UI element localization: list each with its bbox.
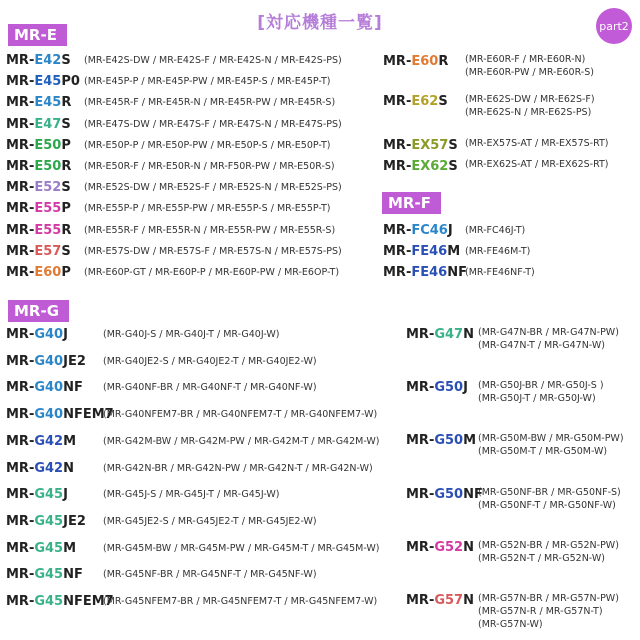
model-prefix: MR-	[6, 433, 35, 449]
model-prefix: MR-	[383, 223, 412, 238]
model-series: E52	[34, 180, 62, 196]
model-name	[6, 594, 114, 610]
model-prefix: MR-	[6, 180, 35, 196]
model-name	[383, 244, 460, 260]
model-variants: (MR-G45M-BW / MR-G45M-PW / MR-G45M-T / MR-G45M-W)	[103, 542, 380, 554]
part-badge: part2	[596, 8, 632, 44]
model-suffix: N	[63, 460, 74, 476]
model-name	[6, 159, 71, 175]
model-name	[406, 540, 474, 556]
model-suffix: NF	[63, 380, 83, 396]
model-prefix: MR-	[6, 74, 35, 90]
model-name	[6, 244, 71, 260]
section-label-mr-f: MR-F	[382, 192, 441, 214]
model-suffix: J	[63, 327, 68, 342]
model-variants: (MR-FE46NF-T)	[465, 267, 535, 278]
model-series: G42	[34, 460, 64, 476]
model-variants: (MR-FE46M-T)	[465, 246, 531, 257]
model-name	[6, 461, 74, 477]
model-name	[383, 223, 453, 239]
model-series: G45	[34, 513, 64, 529]
model-series: G40	[34, 407, 64, 423]
model-name	[383, 138, 458, 154]
model-prefix: MR-	[6, 513, 35, 529]
model-series: G42	[34, 433, 64, 449]
model-variants: (MR-E52S-DW / MR-E52S-F / MR-E52S-N / MR-E52S-PS)	[84, 182, 342, 194]
model-series: G40	[34, 327, 64, 342]
model-series: G57	[434, 593, 464, 608]
model-variants: (MR-G50NF-BR / MR-G50NF-S)	[478, 487, 621, 498]
model-name	[6, 434, 76, 450]
model-variants: (MR-E60R-PW / MR-E60R-S)	[465, 67, 594, 78]
model-series: G50	[434, 433, 464, 448]
model-suffix: J	[463, 380, 468, 395]
model-series: G47	[434, 327, 464, 342]
model-variants: (MR-E57S-DW / MR-E57S-F / MR-E57S-N / MR-E57S-PS)	[84, 245, 342, 257]
model-prefix: MR-	[383, 159, 412, 174]
model-series: G52	[434, 540, 464, 555]
model-variants: (MR-EX62S-AT / MR-EX62S-RT)	[465, 159, 609, 170]
model-prefix: MR-	[6, 137, 35, 153]
model-variants: (MR-G45NFEM7-BR / MR-G45NFEM7-T / MR-G45NFEM7-W)	[103, 596, 378, 607]
model-name	[406, 327, 474, 343]
model-prefix: MR-	[6, 540, 35, 556]
model-name	[6, 53, 71, 69]
model-prefix: MR-	[6, 95, 35, 111]
model-prefix: MR-	[406, 380, 435, 395]
model-series: E57	[34, 243, 62, 259]
model-suffix: R	[61, 95, 72, 111]
model-series: E42	[34, 53, 62, 68]
model-series: E55	[34, 201, 62, 217]
model-name	[6, 265, 71, 281]
model-series: E60	[411, 54, 439, 69]
model-variants: (MR-G40J-S / MR-G40J-T / MR-G40J-W)	[103, 329, 280, 340]
model-variants: (MR-E45R-F / MR-E45R-N / MR-E45R-PW / MR-E45R-S)	[84, 97, 336, 109]
model-prefix: MR-	[6, 201, 35, 217]
model-suffix: S	[61, 243, 71, 259]
model-suffix: N	[463, 327, 474, 342]
model-suffix: P0	[61, 74, 80, 90]
model-prefix: MR-	[406, 540, 435, 555]
model-suffix: M	[463, 433, 477, 448]
model-prefix: MR-	[6, 567, 35, 583]
section-label-mr-g: MR-G	[8, 300, 69, 322]
model-prefix: MR-	[6, 460, 35, 476]
model-variants: (MR-E42S-DW / MR-E42S-F / MR-E42S-N / MR-E42S-PS)	[84, 55, 342, 66]
model-series: E60	[34, 265, 62, 280]
model-suffix: S	[61, 116, 71, 132]
model-name	[383, 54, 448, 70]
model-suffix: J	[447, 223, 453, 238]
model-suffix: JE2	[63, 353, 86, 369]
model-prefix: MR-	[6, 243, 35, 259]
model-prefix: MR-	[6, 222, 35, 238]
model-prefix: MR-	[383, 244, 412, 259]
model-variants: (MR-G57N-R / MR-G57N-T)	[478, 606, 603, 617]
model-variants: (MR-E55R-F / MR-E55R-N / MR-E55R-PW / MR-E55R-S)	[84, 224, 336, 236]
model-variants: (MR-G40NF-BR / MR-G40NF-T / MR-G40NF-W)	[103, 382, 317, 394]
model-variants: (MR-G52N-T / MR-G52N-W)	[478, 553, 605, 564]
model-name	[406, 593, 474, 609]
model-suffix: R	[438, 54, 449, 69]
model-name	[383, 94, 448, 110]
model-prefix: MR-	[406, 593, 435, 608]
model-name	[6, 223, 71, 239]
model-name	[6, 541, 76, 557]
model-series: EX57	[411, 138, 449, 153]
model-name	[6, 327, 68, 343]
model-variants: (MR-E55P-P / MR-E55P-PW / MR-E55P-S / MR-E55P-T)	[84, 203, 331, 215]
model-series: E55	[34, 222, 62, 238]
model-variants: (MR-E60R-F / MR-E60R-N)	[465, 54, 586, 65]
model-suffix: NF	[447, 265, 467, 280]
model-prefix: MR-	[6, 407, 35, 423]
model-variants: (MR-G45JE2-S / MR-G45JE2-T / MR-G45JE2-W)	[103, 515, 317, 527]
model-series: FE46	[411, 265, 448, 280]
model-series: G40	[34, 353, 64, 369]
model-suffix: NFEM7	[63, 594, 114, 609]
model-suffix: JE2	[63, 513, 86, 529]
model-name	[6, 74, 80, 90]
model-series: E50	[34, 159, 62, 174]
model-name	[6, 567, 83, 583]
model-variants: (MR-E62S-DW / MR-E62S-F)	[465, 94, 595, 105]
model-variants: (MR-G50NF-T / MR-G50NF-W)	[478, 500, 616, 511]
model-series: E50	[34, 137, 62, 153]
model-variants: (MR-G47N-BR / MR-G47N-PW)	[478, 327, 619, 338]
model-name	[6, 514, 86, 530]
model-suffix: S	[438, 94, 448, 109]
model-suffix: NF	[463, 487, 483, 502]
section-label-mr-e: MR-E	[8, 24, 67, 46]
model-suffix: M	[63, 540, 77, 556]
model-series: FC46	[411, 223, 448, 238]
model-name	[406, 380, 468, 396]
model-name	[6, 380, 83, 396]
model-suffix: S	[448, 159, 458, 174]
model-series: G50	[434, 380, 464, 395]
model-series: E45	[34, 74, 62, 90]
model-series: G45	[34, 594, 64, 609]
model-name	[6, 180, 71, 196]
model-suffix: J	[63, 487, 68, 503]
model-prefix: MR-	[6, 487, 35, 503]
model-series: G45	[34, 567, 64, 583]
model-variants: (MR-G57N-W)	[478, 619, 543, 630]
model-prefix: MR-	[6, 265, 35, 280]
model-suffix: N	[463, 593, 474, 608]
model-prefix: MR-	[406, 327, 435, 342]
model-variants: (MR-G50J-T / MR-G50J-W)	[478, 393, 596, 404]
model-variants: (MR-G42M-BW / MR-G42M-PW / MR-G42M-T / MR-G42M-W)	[103, 435, 380, 447]
model-variants: (MR-G45J-S / MR-G45J-T / MR-G45J-W)	[103, 489, 280, 501]
model-name	[383, 265, 467, 281]
model-prefix: MR-	[6, 327, 35, 342]
model-variants: (MR-G50M-T / MR-G50M-W)	[478, 446, 608, 457]
model-variants: (MR-G47N-T / MR-G47N-W)	[478, 340, 605, 351]
model-variants: (MR-G50M-BW / MR-G50M-PW)	[478, 433, 624, 444]
model-variants: (MR-E50R-F / MR-E50R-N / MR-F50R-PW / MR-E50R-S)	[84, 161, 335, 172]
model-variants: (MR-FC46J-T)	[465, 225, 526, 236]
model-prefix: MR-	[383, 138, 412, 153]
model-series: E45	[34, 95, 62, 111]
model-variants: (MR-G40JE2-S / MR-G40JE2-T / MR-G40JE2-W)	[103, 355, 317, 367]
model-name	[6, 407, 114, 423]
model-variants: (MR-G45NF-BR / MR-G45NF-T / MR-G45NF-W)	[103, 569, 317, 581]
model-suffix: P	[61, 201, 71, 217]
page-title: [対応機種一覧]	[257, 13, 383, 33]
model-suffix: S	[61, 180, 71, 196]
model-variants: (MR-G57N-BR / MR-G57N-PW)	[478, 593, 619, 604]
model-prefix: MR-	[406, 433, 435, 448]
model-suffix: M	[63, 433, 77, 449]
model-prefix: MR-	[6, 353, 35, 369]
model-suffix: N	[463, 540, 474, 555]
model-suffix: NFEM7	[63, 407, 114, 423]
model-suffix: M	[447, 244, 461, 259]
model-variants: (MR-E47S-DW / MR-E47S-F / MR-E47S-N / MR-E47S-PS)	[84, 118, 342, 130]
model-series: G50	[434, 487, 464, 502]
model-suffix: P	[61, 265, 71, 280]
model-prefix: MR-	[383, 54, 412, 69]
model-series: E62	[411, 94, 439, 109]
model-prefix: MR-	[6, 159, 35, 174]
model-suffix: NF	[63, 567, 83, 583]
model-name	[6, 138, 71, 154]
model-variants: (MR-E60P-GT / MR-E60P-P / MR-E60P-PW / MR-E6OP-T)	[84, 267, 340, 278]
model-name	[6, 201, 71, 217]
model-name	[6, 117, 71, 133]
model-variants: (MR-E45P-P / MR-E45P-PW / MR-E45P-S / MR-E45P-T)	[84, 76, 331, 88]
model-variants: (MR-EX57S-AT / MR-EX57S-RT)	[465, 138, 609, 149]
model-prefix: MR-	[406, 487, 435, 502]
model-name	[406, 487, 483, 503]
model-series: G40	[34, 380, 64, 396]
model-series: G45	[34, 487, 64, 503]
model-prefix: MR-	[6, 53, 35, 68]
model-prefix: MR-	[383, 94, 412, 109]
model-name	[6, 487, 68, 503]
model-variants: (MR-G52N-BR / MR-G52N-PW)	[478, 540, 619, 551]
model-suffix: S	[448, 138, 458, 153]
model-name	[383, 159, 458, 175]
model-name	[6, 95, 71, 111]
model-prefix: MR-	[6, 116, 35, 132]
model-series: G45	[34, 540, 64, 556]
model-name	[406, 433, 476, 449]
model-suffix: S	[61, 53, 71, 68]
model-series: E47	[34, 116, 62, 132]
model-prefix: MR-	[383, 265, 412, 280]
model-suffix: R	[61, 159, 72, 174]
model-variants: (MR-G50J-BR / MR-G50J-S )	[478, 380, 604, 391]
model-series: FE46	[411, 244, 448, 259]
model-variants: (MR-G42N-BR / MR-G42N-PW / MR-G42N-T / MR-G42N-W)	[103, 462, 373, 474]
model-suffix: R	[61, 222, 72, 238]
model-prefix: MR-	[6, 594, 35, 609]
model-name	[6, 354, 86, 370]
model-suffix: P	[61, 137, 71, 153]
model-series: EX62	[411, 159, 449, 174]
model-prefix: MR-	[6, 380, 35, 396]
model-variants: (MR-E50P-P / MR-E50P-PW / MR-E50P-S / MR-E50P-T)	[84, 139, 331, 151]
model-variants: (MR-E62S-N / MR-E62S-PS)	[465, 107, 592, 118]
model-variants: (MR-G40NFEM7-BR / MR-G40NFEM7-T / MR-G40NFEM7-W)	[103, 409, 378, 421]
